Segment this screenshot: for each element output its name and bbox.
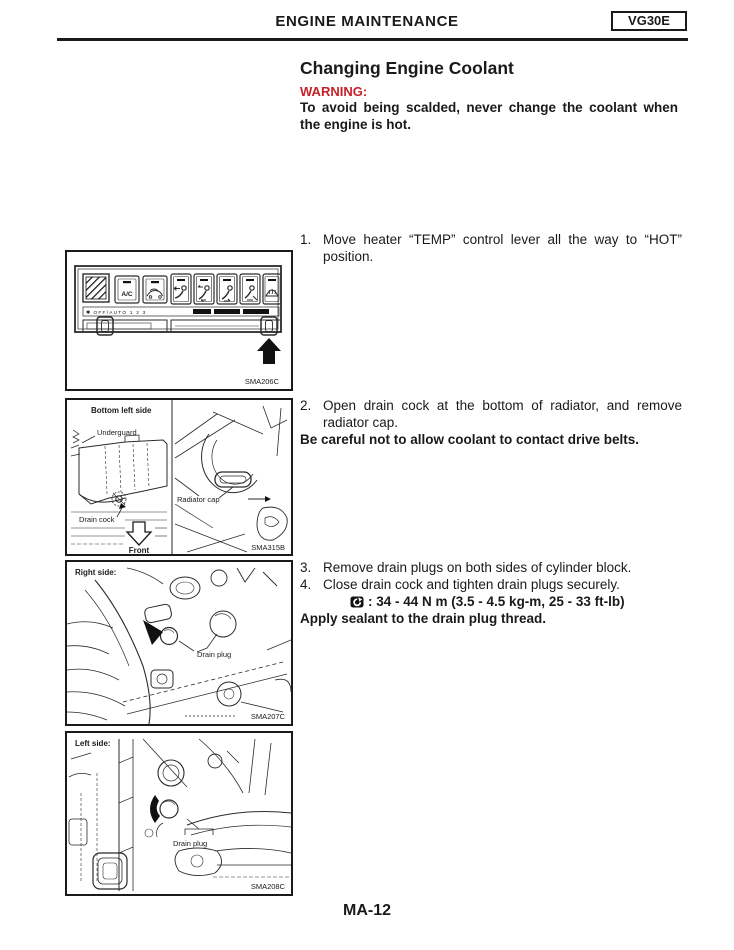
heater-panel-art <box>75 266 281 386</box>
view-label: Right side: <box>75 568 117 577</box>
figure-code: SMA208C <box>250 882 285 891</box>
section-title: Changing Engine Coolant <box>300 58 514 78</box>
drain-cock-pointer <box>119 503 126 509</box>
torque-spec-line <box>300 593 682 610</box>
step-4 <box>300 576 682 593</box>
recirculation-button <box>143 276 167 303</box>
step-1 <box>300 231 682 265</box>
vent-bilevel-button <box>194 274 214 304</box>
front-label: Front <box>128 546 150 554</box>
step-text: Close drain cock and tighten drain plugs securely. <box>323 577 620 592</box>
vent-face-button <box>171 274 191 304</box>
engine-model-badge: VG30E <box>611 11 687 31</box>
caution-note: Be careful not to allow coolant to contact drive belts. <box>300 432 640 447</box>
step-number: 1. <box>300 232 312 247</box>
ac-button-label: A/C <box>121 291 133 298</box>
sealant-note: Apply sealant to the drain plug thread. <box>300 611 547 626</box>
step-number: 3. <box>300 560 312 575</box>
step-2 <box>300 397 682 448</box>
page-number: MA-12 <box>342 902 391 919</box>
warning-body: To avoid being scalded, never change the coolant when the engine is hot. <box>300 100 678 132</box>
page-header-title: ENGINE MAINTENANCE <box>275 13 459 30</box>
view-label: Bottom left side <box>91 406 152 415</box>
radiator-cap-label: Radiator cap <box>177 495 220 504</box>
ac-button <box>115 276 139 303</box>
figure-left-side-drain-plug <box>65 731 293 896</box>
step-number: 2. <box>300 398 312 413</box>
hot-position-arrow <box>257 338 281 364</box>
radiator-figure-art <box>71 400 287 554</box>
vent-foot-defrost-button <box>240 274 260 304</box>
warning-label: WARNING: <box>300 84 368 99</box>
drain-plug-label: Drain plug <box>197 650 232 659</box>
figure-radiator-drain <box>65 398 293 556</box>
view-label: Left side: <box>75 739 111 748</box>
step-text: Open drain cock at the bottom of radiator, and remove radiator cap. <box>323 398 682 430</box>
auto-mode-button <box>83 274 109 302</box>
drain-plug-label: Drain plug <box>173 839 208 848</box>
vent-foot-button <box>217 274 237 304</box>
underguard-label: Underguard <box>97 428 137 437</box>
front-arrow <box>127 522 151 545</box>
fan-slider <box>83 317 167 335</box>
step-3 <box>300 559 682 576</box>
drain-plug-arrow <box>150 795 160 823</box>
fan-row-label: OFF/AUTO 1 2 3 <box>93 311 147 316</box>
figure-code: SMA207C <box>250 712 285 721</box>
temp-slider <box>171 317 281 335</box>
right-side-art <box>67 568 291 724</box>
fan-speed-strip <box>83 307 279 316</box>
step-number: 4. <box>300 577 312 592</box>
step-text: Remove drain plugs on both sides of cylinder block. <box>323 560 632 575</box>
fan-icon: ✱ <box>86 310 91 316</box>
figure-code: SMA315B <box>251 543 285 552</box>
drain-cock-label: Drain cock <box>79 515 115 524</box>
header-rule <box>57 38 688 41</box>
radiator-cap-pointer <box>265 496 271 502</box>
figure-right-side-drain-plug <box>65 560 293 726</box>
figure-code: SMA206C <box>244 377 279 386</box>
step-text: Move heater “TEMP” control lever all the way to “HOT” position. <box>323 232 682 264</box>
figure-heater-panel <box>65 250 293 391</box>
drain-plug-arrow <box>143 620 163 645</box>
torque-spec-text: : 34 - 44 N m (3.5 - 4.5 kg-m, 25 - 33 ft-lb) <box>368 594 625 609</box>
steps-3-4 <box>300 559 682 627</box>
torque-wrench-icon <box>350 595 364 609</box>
left-side-art <box>69 739 291 891</box>
